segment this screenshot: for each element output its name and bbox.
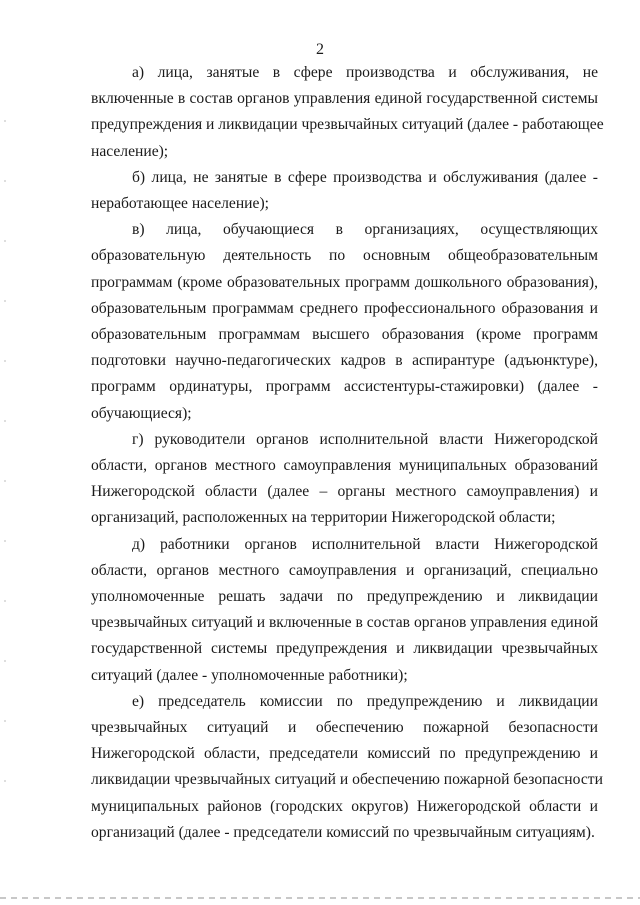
text-line: в) лица, обучающиеся в организациях, осуществляющих: [132, 221, 598, 239]
text-line: предупреждения и ликвидации чрезвычайных ситуаций (далее - работающее: [91, 116, 604, 134]
text-line: подготовки научно-педагогических кадров в аспирантуре (адъюнктуре),: [91, 352, 598, 370]
paragraph-b: [91, 165, 598, 217]
text-line: ликвидации чрезвычайных ситуаций и обеспечению пожарной безопасности: [91, 771, 603, 789]
text-line: е) председатель комиссии по предупреждению и ликвидации: [132, 692, 598, 710]
text-line: Нижегородской области (далее – органы местного самоуправления) и: [91, 483, 598, 501]
text-line: уполномоченные решать задачи по предупреждению и ликвидации: [91, 588, 598, 606]
text-line: программам (кроме образовательных программ дошкольного образования),: [91, 273, 598, 291]
text-line: б) лица, не занятые в сфере производства и обслуживания (далее -: [132, 168, 598, 186]
text-line: образовательным программам высшего образования (кроме программ: [91, 326, 598, 344]
text-line: образовательную деятельность по основным общеобразовательным: [91, 247, 598, 265]
text-line: д) работники органов исполнительной власти Нижегородской: [132, 535, 598, 553]
text-line: организаций, расположенных на территории Нижегородской области;: [91, 509, 556, 527]
text-line: организаций (далее - председатели комиссий по чрезвычайным ситуациям).: [91, 823, 595, 841]
paragraph-e: [91, 689, 603, 846]
text-line: обучающиеся);: [91, 404, 192, 422]
text-line: образовательным программам среднего профессионального образования и: [91, 299, 598, 317]
page-number: 2: [316, 41, 324, 58]
text-line: области, органов местного самоуправления и организаций, специально: [91, 561, 598, 579]
paragraph-d: [91, 532, 598, 689]
text-line: программ ординатуры, программ ассистентуры-стажировки) (далее -: [91, 378, 598, 396]
text-line: муниципальных районов (городских округов) Нижегородской области и: [91, 797, 598, 815]
paragraph-g: [91, 427, 598, 532]
paragraph-v: [91, 217, 598, 427]
text-line: государственной системы предупреждения и ликвидации чрезвычайных: [91, 640, 598, 658]
text-line: г) руководители органов исполнительной власти Нижегородской: [132, 430, 598, 448]
text-line: чрезвычайных ситуаций и включенные в состав органов управления единой: [91, 614, 599, 632]
text-line: включенные в состав органов управления единой государственной системы: [91, 90, 598, 108]
scan-bottom-edge: [0, 897, 640, 899]
document-body: [91, 60, 604, 846]
text-line: ситуаций (далее - уполномоченные работники);: [91, 666, 408, 684]
paragraph-a: [91, 60, 604, 165]
text-line: Нижегородской области, председатели комиссий по предупреждению и: [91, 745, 598, 763]
text-line: неработающее население);: [91, 195, 269, 213]
text-line: а) лица, занятые в сфере производства и обслуживания, не: [132, 64, 598, 81]
text-line: области, органов местного самоуправления муниципальных образований: [91, 457, 598, 475]
text-line: население);: [91, 142, 169, 160]
text-line: чрезвычайных ситуаций и обеспечению пожарной безопасности: [91, 719, 598, 737]
scan-margin-artifact: [4, 120, 6, 820]
